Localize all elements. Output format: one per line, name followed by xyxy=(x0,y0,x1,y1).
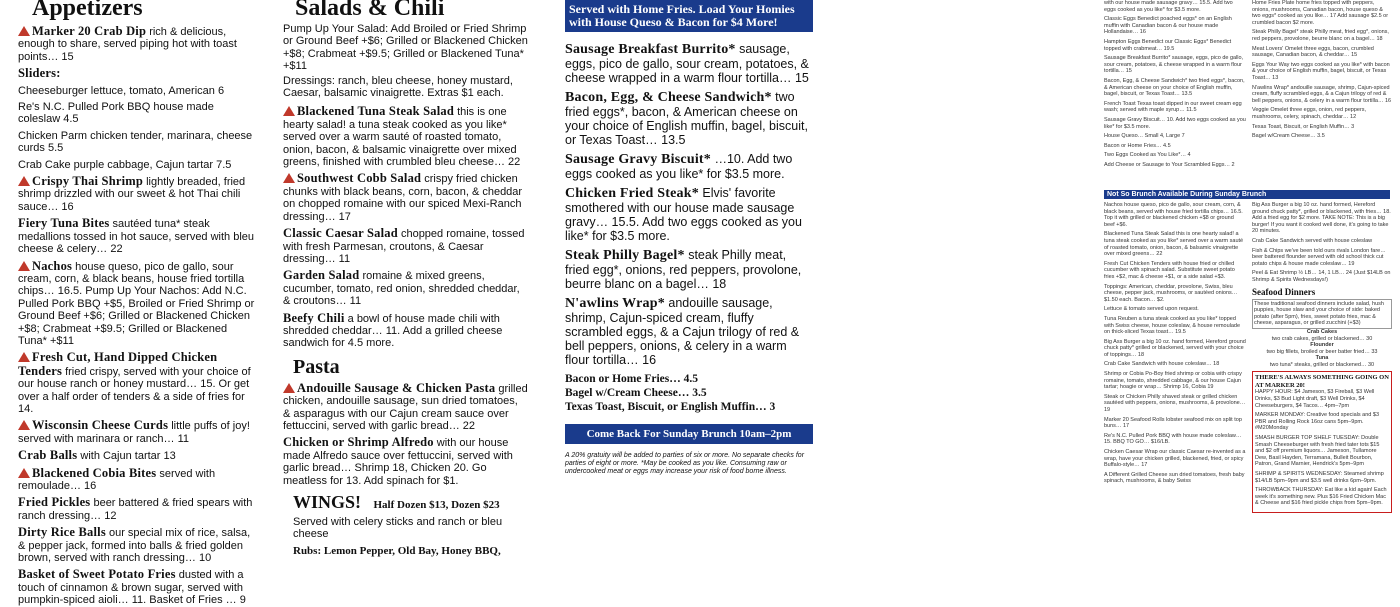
menu-item xyxy=(18,67,258,80)
side-item: Bagel w/Cream Cheese… 3.5 xyxy=(565,387,707,399)
seafood-name: Flounder xyxy=(1310,342,1334,349)
mini-item: Sausage Gravy Biscuit… 10. Add two eggs cooked as you like* for $3.5 more. xyxy=(1104,116,1246,130)
nb-item: Crab Cake Sandwich served with house coleslaw xyxy=(1252,237,1373,244)
item-desc: beer battered & fried spears with ranch dressing… xyxy=(18,497,253,522)
item-desc: served with remoulade… xyxy=(18,467,216,492)
item-name: Blackened Tuna Steak Salad xyxy=(297,104,454,119)
item-name: Sausage Gravy Biscuit* xyxy=(565,152,711,167)
item-name: N'awlins Wrap* xyxy=(565,296,665,311)
nb-item: Fish & Chips we've been told ours rivals London fare… beer battered flounder served with old school thick cut potato chips & house made coleslaw… 19 xyxy=(1252,247,1386,267)
nb-item: Fresh Cut Chicken Tenders with house fried or chilled cucumber with spinach salad. Substitute sweet potato fries +$2, mac & cheese +$1, or a side salad +$3. xyxy=(1104,260,1235,280)
item-name: Dirty Rice Balls xyxy=(18,525,106,540)
item-desc: chopped romaine, tossed with fresh Parmesan, croutons, & Caesar dressing… xyxy=(283,228,525,265)
promo-item: SMASH BURGER TOP SHELF TUESDAY: Double Smash Cheeseburger with fresh fried tater tots $15 and $2 off premium liquors… Jameson, Tullamore Dew, Basil Hayden, Terramana, Bulleit Bourbon, Patron, Grand Marnier, Hendrick's 5pm–9pm xyxy=(1255,435,1380,468)
appetizers-title: Appetizers xyxy=(32,0,143,21)
mini-item: Eggs Your Way two eggs cooked as you like* with bacon & your choice of English muffin, bagel, biscuit, or Texas Toast… 13 xyxy=(1252,61,1390,81)
menu-item xyxy=(18,467,258,493)
mini-item: Home Fries Plate home fries topped with peppers, onions, mushrooms, Canadian bacon, house queso & two eggs* cooked as you like… 17 Add sausage $2.5 or crumbled bacon $2 more. xyxy=(1252,0,1389,26)
salads-column xyxy=(283,0,528,557)
wings-rubs: Rubs: Lemon Pepper, Old Bay, Honey BBQ, xyxy=(293,544,501,557)
item-desc: andouille sausage, shrimp, Cajun-spiced cream, fluffy scrambled eggs, & a Cajun trilogy of red & bell peppers, onions, & celery in a warm flour tortilla… xyxy=(565,296,800,367)
seafood-desc: two crab cakes, grilled or blackened… 30 xyxy=(1271,335,1373,342)
brunch-sides xyxy=(565,372,813,414)
pasta-title: Pasta xyxy=(293,355,340,378)
salads-list xyxy=(283,105,528,349)
item-desc: a bowl of house made chili with shredded cheddar… 11. Add a grilled cheese sandwich for 4.5 more. xyxy=(283,312,503,350)
promo-title: THERE'S ALWAYS SOMETHING GOING ON AT MARKER 20! xyxy=(1255,374,1389,389)
appetizers-column xyxy=(18,0,258,607)
item-name: Classic Caesar Salad xyxy=(283,226,398,241)
item-price: 17 xyxy=(338,210,351,223)
mini-menu-right xyxy=(1252,0,1392,190)
menu-item xyxy=(565,152,813,181)
menu-item xyxy=(18,25,258,63)
spicy-marker-icon xyxy=(283,383,295,393)
seafood-name: Tuna xyxy=(1315,355,1329,362)
item-name: Southwest Cobb Salad xyxy=(297,171,422,186)
nb-item: Nachos house queso, pico de gallo, sour cream, corn, & black beans, served with house fried tortilla chips… 16.5. Top it with grilled or blackened chicken +$8 or ground beef +$6. xyxy=(1104,202,1243,228)
menu-item xyxy=(283,382,528,433)
item-price: 13 xyxy=(163,450,176,463)
pasta-list xyxy=(283,382,528,487)
brunch-list xyxy=(565,42,813,367)
item-price: 22 xyxy=(462,419,475,432)
mini-brunch-list xyxy=(1104,0,1246,130)
mini-side: Texas Toast, Biscuit, or English Muffin… 3 xyxy=(1252,123,1355,130)
item-name: Andouille Sausage & Chicken Pasta xyxy=(297,380,496,395)
menu-item xyxy=(18,130,258,155)
item-price: 11 xyxy=(177,432,189,445)
item-name: Fresh Cut, Hand Dipped Chicken Tenders xyxy=(18,350,218,378)
item-desc: house queso, pico de gallo, sour cream, corn, & black beans, house fried tortilla chips… 16.5. Pump Up Your Nachos: Add N.C. Pulled Pork BBQ +$5, Broiled or Fried Shrimp or Ground Beef +$6; Grilled or Blackened Chicken +$8; Crabmeat +$9.5; Grilled or Blackened Tuna* +$11 xyxy=(18,260,255,347)
home-fries-banner: Served with Home Fries. Load Your Homies with House Queso & Bacon for $4 More! xyxy=(565,0,813,32)
menu-item xyxy=(18,568,258,606)
item-desc: with Cajun tartar xyxy=(80,450,161,463)
item-price: 11 xyxy=(338,252,351,265)
menu-item xyxy=(565,186,813,243)
menu-item xyxy=(283,269,528,307)
fine-print: A 20% gratuity will be added to parties of six or more. No separate checks for parties of eight or more. *May be cooked as you like. Consuming raw or undercooked meat or eggs may increase your risk of food borne illness. xyxy=(565,452,805,475)
menu-item xyxy=(283,312,528,350)
item-price: 14. xyxy=(18,402,34,415)
spicy-marker-icon xyxy=(18,420,30,430)
item-name: Beefy Chili xyxy=(283,310,345,325)
mini-side: Bacon or Home Fries… 4.5 xyxy=(1104,142,1171,149)
item-price: 15 xyxy=(61,50,74,63)
mini-sides xyxy=(1104,133,1246,168)
spicy-marker-icon xyxy=(18,352,30,362)
item-desc: little puffs of joy! served with marinara or ranch… xyxy=(18,420,250,445)
menu-item xyxy=(18,260,258,348)
not-so-brunch-right xyxy=(1252,202,1392,507)
item-desc: Chicken Parm chicken tender, marinara, cheese curds 5.5 xyxy=(18,129,253,155)
menu-item xyxy=(283,172,528,223)
mini-item: Bacon, Egg, & Cheese Sandwich* two fried eggs*, bacon, & American cheese on your choice of English muffin, bagel, biscuit, or Texas Toast… 13.5 xyxy=(1104,77,1245,98)
menu-item xyxy=(18,351,258,415)
mini-item: Sausage Breakfast Burrito* sausage, eggs, pico de gallo, sour cream, potatoes, & cheese wrapped in a warm flour tortilla… 15 xyxy=(1104,55,1244,75)
item-desc: Re's N.C. Pulled Pork BBQ house made coleslaw 4.5 xyxy=(18,101,214,126)
item-name: Blackened Cobia Bites xyxy=(32,465,157,480)
seafood-list xyxy=(1252,329,1392,369)
item-name: Basket of Sweet Potato Fries xyxy=(18,567,176,582)
mini-side: Bagel w/Cream Cheese… 3.5 xyxy=(1252,133,1325,140)
menu-item xyxy=(18,419,258,445)
item-desc: …10. Add two eggs cooked as you like* for $3.5 more. xyxy=(565,152,793,181)
nb-left-list xyxy=(1104,202,1246,485)
item-name: Steak Philly Bagel* xyxy=(565,248,685,263)
wings-title: WINGS! xyxy=(293,492,362,512)
wings-price: Half Dozen $13, Dozen $23 xyxy=(373,499,500,511)
nb-item: Shrimp or Cobia Po-Boy fried shrimp or cobia with crispy romaine, tomato, shredded cabbage, & our house Cajun tartar; hoagie or wrap… Shrimp 16, Cobia 19 xyxy=(1104,371,1242,391)
seafood-desc: two tuna* steaks, grilled or blackened… 30 xyxy=(1269,361,1375,368)
mini-item: Classic Eggs Benedict poached eggs* on an English muffin with Canadian bacon & our house made Hollandaise… 16 xyxy=(1104,16,1232,36)
wings-desc: Served with celery sticks and ranch or bleu cheese xyxy=(293,516,503,541)
menu-item xyxy=(565,296,813,367)
seafood-desc: two big fillets, broiled or beer batter fried… 33 xyxy=(1266,348,1378,355)
menu-item xyxy=(565,42,813,85)
nb-item: Re's N.C. Pulled Pork BBQ with house made coleslaw… 15. BBQ TO GO… $16/LB. xyxy=(1104,432,1242,446)
salad-dressings: Dressings: ranch, bleu cheese, honey mustard, Caesar, balsamic vinaigrette. Extras $1 each. xyxy=(283,74,513,100)
item-price: 18 xyxy=(712,277,727,291)
nb-right-list xyxy=(1252,202,1392,284)
menu-item xyxy=(283,227,528,265)
item-desc: lightly breaded, fried shrimp drizzled with our sweet & hot Thai chili sauce… xyxy=(18,176,246,213)
nb-item: Marker 20 Seafood Rolls lobster seafood mix on split top buns… 17 xyxy=(1104,416,1242,430)
item-price: 16 xyxy=(84,480,97,492)
item-name: Chicken Fried Steak* xyxy=(565,186,699,201)
promo-list xyxy=(1255,389,1389,507)
item-price: 12 xyxy=(104,509,117,522)
item-desc: grilled chicken, andouille sausage, sun dried tomatoes, & asparagus with our Cajun cream sauce over fettuccini, served with garlic bread… xyxy=(283,382,528,432)
item-price: 11 xyxy=(349,295,362,308)
spicy-marker-icon xyxy=(18,261,30,271)
item-desc: steak Philly meat, fried egg*, onions, red peppers, provolone, beurre blanc on a bagel… xyxy=(565,248,802,291)
item-name: Sliders: xyxy=(18,66,61,81)
menu-item xyxy=(565,248,813,291)
not-so-brunch-bar: Not So Brunch Available During Sunday Brunch xyxy=(1104,190,1390,199)
item-desc: this is one hearty salad! a tuna steak cooked as you like* served over a warm sauté of roasted tomato, onion, bacon, & balsamic vinaigrette over mixed greens, finished with crumbled bleu cheese… xyxy=(283,106,517,169)
nb-item: Big Ass Burger a big 10 oz. hand formed, Hereford ground chuck patty* grilled or blackened, served with your choice of toppings… 18 xyxy=(1104,338,1246,358)
nb-item: Toppings: American, cheddar, provolone, Swiss, bleu cheese, pepper jack, mushrooms, or sautéed onions… $1.50 each. Bacon… $2. xyxy=(1104,283,1238,303)
nb-item: Crab Cake Sandwich with house coleslaw… 18 xyxy=(1104,361,1220,368)
item-desc: crispy fried chicken chunks with black beans, corn, bacon, & cheddar on chopped romaine with our spiced Mexi-Ranch dressing… xyxy=(283,173,523,223)
menu-item xyxy=(18,449,258,462)
nb-item: Peel & Eat Shrimp ½ LB… 14, 1 LB… 24 (Just $14LB on Shrimp & Spirits Wednesdays!) xyxy=(1252,270,1391,283)
spicy-marker-icon xyxy=(283,173,295,183)
item-name: Sausage Breakfast Burrito* xyxy=(565,42,736,57)
item-price: 22 xyxy=(110,243,123,256)
item-name: Fried Pickles xyxy=(18,495,91,510)
item-desc: Cheeseburger lettuce, tomato, American 6 xyxy=(18,84,225,97)
item-name: Fiery Tuna Bites xyxy=(18,216,110,231)
item-desc: romaine & mixed greens, cucumber, tomato, red onion, shredded cheddar, & croutons… xyxy=(283,270,520,308)
sunday-brunch-banner: Come Back For Sunday Brunch 10am–2pm xyxy=(565,424,813,444)
salad-addons: Pump Up Your Salad: Add Broiled or Fried Shrimp or Ground Beef +$6; Grilled or Blackened Chicken +$8; Crabmeat +$9.5; Grilled or Blackened Tuna* +$11 xyxy=(283,23,528,73)
item-price: 16 xyxy=(642,353,657,367)
spicy-marker-icon xyxy=(18,176,30,186)
menu-item xyxy=(283,436,528,487)
mini-item: N'awlins Wrap* andouille sausage, shrimp, Cajun-spiced cream, fluffy scrambled eggs, & a Cajun trilogy of red & bell peppers, onions, & celery in a warm flour tortilla… 16 xyxy=(1252,84,1392,104)
spicy-marker-icon xyxy=(18,26,30,36)
item-desc: our special mix of rice, salsa, & pepper jack, formed into balls & fried golden brown, served with ranch dressing… xyxy=(18,527,251,565)
mini-sides-right xyxy=(1252,124,1392,140)
item-name: Bacon, Egg, & Cheese Sandwich* xyxy=(565,90,772,105)
promo-box xyxy=(1252,371,1392,513)
spicy-marker-icon xyxy=(283,106,295,116)
item-desc: two fried eggs*, bacon, & American cheese on your choice of English muffin, bagel, biscuit, or Texas Toast… xyxy=(565,90,808,147)
item-desc: dusted with a touch of cinnamon & brown sugar, served with pumpkin-spiced aioli… 11. Basket of Fries … 9 xyxy=(18,569,246,607)
mini-side: House Queso… Small 4, Large 7 xyxy=(1104,133,1185,140)
menu-item xyxy=(18,159,258,171)
mini-side: Two Eggs Cooked as You Like*… 4 xyxy=(1104,152,1191,159)
seafood-note: These traditional seafood dinners include salad, hush puppies, house slaw and your choice of side: baked potato (after 5pm), fries, sweet potato fries, mac & cheese, asparagus, or grilled zucchini (+$3) xyxy=(1252,299,1392,329)
mini-item: Veggie Omelet three eggs, onion, red peppers, mushrooms, celery, spinach, cheddar… 12 xyxy=(1252,107,1367,120)
salads-title: Salads & Chili xyxy=(295,0,445,21)
spicy-marker-icon xyxy=(18,468,30,478)
nb-item: Lettuce & tomato served upon request. xyxy=(1104,306,1199,313)
menu-item xyxy=(565,90,813,147)
nb-item: Chicken Caesar Wrap our classic Caesar re-invented as a wrap, have your chicken grilled, blackened, fried, or spicy Buffalo-style… 17 xyxy=(1104,449,1246,469)
menu-item xyxy=(18,217,258,255)
seafood-title: Seafood Dinners xyxy=(1252,286,1316,297)
menu-item xyxy=(18,496,258,522)
item-desc: rich & delicious, enough to share, served piping hot with toast points… xyxy=(18,26,237,63)
item-desc: Elvis' favorite smothered with our house made sausage gravy… 15.5. Add two eggs cooked as you like* for $3.5 more. xyxy=(565,186,802,243)
appetizers-list xyxy=(18,25,258,607)
menu-item xyxy=(283,105,528,168)
item-price: 10 xyxy=(198,552,212,565)
menu-item xyxy=(18,101,258,126)
nb-item: Blackened Tuna Steak Salad this is one hearty salad! a tuna steak cooked as you like* served over a warm sauté of roasted tomato, onion, bacon, & balsamic vinaigrette over mixed greens… 22 xyxy=(1104,231,1244,258)
item-price: 15 xyxy=(794,71,809,85)
brunch-column xyxy=(565,0,813,500)
mini-item: French Toast Texas toast dipped in our sweet cream egg wash; served with maple syrup… 11.5 xyxy=(1104,100,1242,114)
nb-item: Tuna Reuben a tuna steak cooked as you like* topped with Swiss cheese, house coleslaw, & house remoulade on thick-sliced Texas toast… 19.5 xyxy=(1104,315,1241,336)
item-name: Garden Salad xyxy=(283,268,360,283)
nb-item: Steak or Chicken Philly shaved steak or grilled chicken sautéed with peppers, onions, mushrooms, & provolone… 19 xyxy=(1104,393,1246,414)
item-name: Wisconsin Cheese Curds xyxy=(32,418,169,433)
menu-item xyxy=(18,85,258,97)
item-name: Marker 20 Crab Dip xyxy=(32,24,147,38)
item-name: Chicken or Shrimp Alfredo xyxy=(283,435,434,450)
item-name: Crispy Thai Shrimp xyxy=(32,174,144,189)
not-so-brunch-left xyxy=(1104,202,1246,500)
item-desc: fried crispy, served with your choice of our house ranch or honey mustard… 15. Or get over a half order of tenders & a side of fries for xyxy=(18,365,251,403)
nb-item: Big Ass Burger a big 10 oz. hand formed, Hereford ground chuck patty*, grilled or blackened, with fries… 18. Add a fried egg for $2 more. TAKE NOTE: This is a big burger! If you want it cooked well done, it's going to take 20 minutes. xyxy=(1252,202,1391,235)
item-desc: with our house made Alfredo sauce over fettuccini, served with garlic bread… Shrimp 18, Chicken 20. Go meatless for 13. Add spinach for $1. xyxy=(283,437,513,487)
promo-item: HAPPY HOUR: $4 Jameson, $3 Fireball, $3 Well Drinks, $3 Bud Light draft, $3 Well Drinks, $4 Cheeseburgers, $4 Tacos… 4pm–7pm xyxy=(1255,389,1375,409)
side-item: Bacon or Home Fries… 4.5 xyxy=(565,373,698,385)
item-price: 16 xyxy=(61,200,74,213)
item-price: 13.5 xyxy=(661,133,686,147)
seafood-name: Crab Cakes xyxy=(1306,328,1338,335)
mini-brunch-list-right xyxy=(1252,0,1392,121)
item-name: Nachos xyxy=(32,258,73,273)
item-desc: sautéed tuna* steak medallions tossed in hot sauce, served with bleu cheese & celery… xyxy=(18,218,255,256)
menu-item xyxy=(18,175,258,213)
mini-item: with our house made sausage gravy… 15.5. Add two eggs cooked as you like* for $3.5 more. xyxy=(1104,0,1233,13)
item-desc: Crab Cake purple cabbage, Cajun tartar 7.5 xyxy=(18,158,232,171)
promo-item: SHRIMP & SPIRITS WEDNESDAY: Steamed shrimp $14/LB 5pm–9pm and $3.5 well drinks 6pm–9pm. xyxy=(1255,471,1384,484)
promo-item: MARKER MONDAY: Creative food specials and $3 PBR and Rolling Rock 16oz cans 5pm–9pm. #M20Monday xyxy=(1255,412,1380,432)
mini-item: Hampton Eggs Benedict our Classic Eggs* Benedict topped with crabmeat… 19.5 xyxy=(1104,38,1232,52)
wings-header xyxy=(283,491,528,513)
item-name: Crab Balls xyxy=(18,448,78,463)
mini-item: Meat Lovers' Omelet three eggs, bacon, crumbled sausage, Canadian bacon, & cheddar… 15 xyxy=(1252,45,1374,59)
menu-item xyxy=(18,526,258,564)
item-price: 22 xyxy=(508,156,521,169)
side-item: Texas Toast, Biscuit, or English Muffin… 3 xyxy=(565,401,776,413)
promo-item: THROWBACK THURSDAY: Eat like a kid again! Each week it's something new. Plus $16 Fried Chicken Mac & Cheese and $16 fried pickle chips from 5pm–9pm. xyxy=(1255,487,1387,507)
item-desc: sausage, eggs, pico de gallo, sour cream, potatoes, & cheese wrapped in a warm flour tortilla… xyxy=(565,42,809,85)
nb-item: A Different Grilled Cheese sun dried tomatoes, fresh baby spinach, mushrooms, & baby Swiss xyxy=(1104,471,1245,485)
mini-item: Steak Philly Bagel* steak Philly meat, fried egg*, onions, red peppers, provolone, beurre blanc on a bagel… 18 xyxy=(1252,29,1389,42)
mini-side: Add Cheese or Sausage to Your Scrambled Eggs… 2 xyxy=(1104,161,1235,168)
